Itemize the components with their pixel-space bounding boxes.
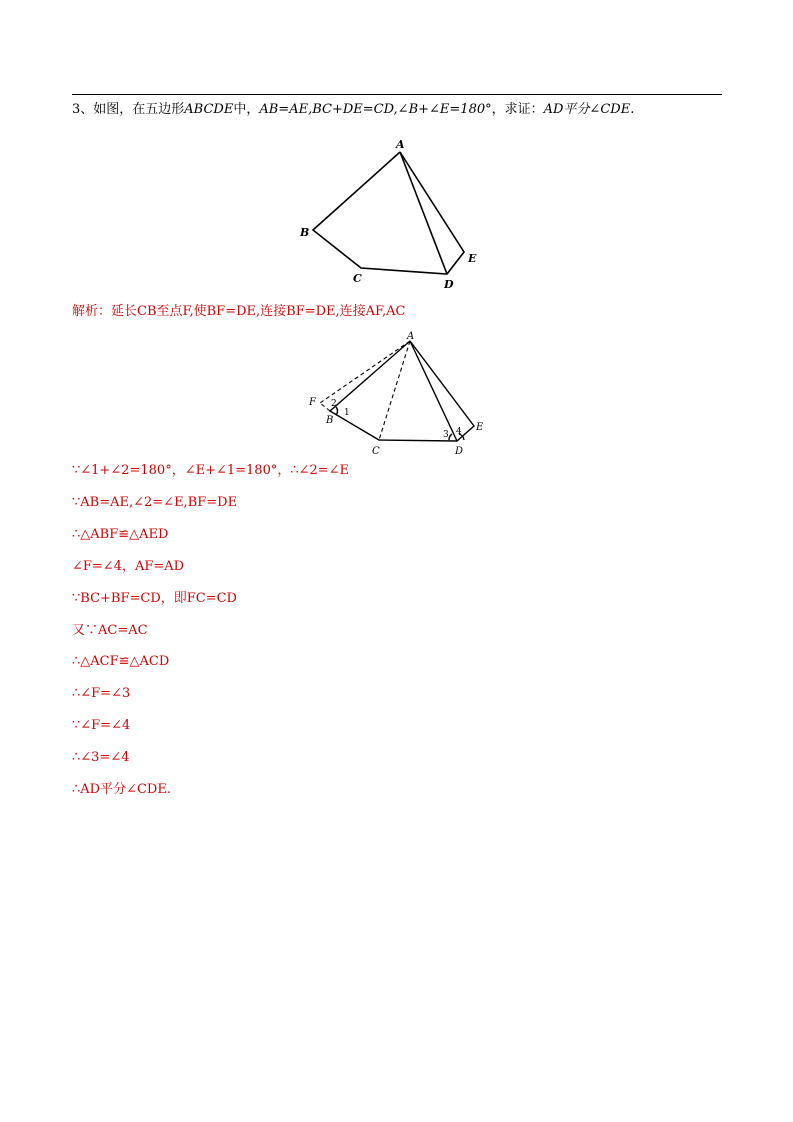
pentagon-outline-2 [330,341,474,441]
pentagon-name: ABCDE [184,102,234,117]
problem-given: AB=AE,BC+DE=CD,∠B+∠E=180° [259,102,492,117]
angle-label-2: 2 [331,399,337,409]
label-e: E [468,252,477,265]
proof-line: ∵∠1+∠2=180°，∠E+∠1=180°，∴∠2=∠E [72,463,350,478]
label-a-2: A [407,331,415,342]
label-c: C [353,272,362,285]
label-a: A [396,138,405,151]
problem-statement [72,101,634,119]
proof-line: 又∵AC=AC [72,623,148,638]
proof-line: ∴△ACF≌△ACD [72,654,170,669]
problem-text-3: ，求证： [491,102,544,117]
angle-label-3: 3 [443,430,449,440]
proof-line: ∵BC+BF=CD，即FC=CD [72,591,237,606]
header-rule [72,94,722,95]
proof-line: ∴∠F=∠3 [72,686,131,701]
pentagon-figure [290,130,490,300]
proof-conclusion: ∴AD平分∠CDE. [72,782,171,797]
proof-line: ∴∠3=∠4 [72,750,130,765]
problem-number: 3、 [72,102,94,117]
label-b-2: B [326,415,334,426]
label-c-2: C [372,446,380,457]
problem-goal: AD平分∠CDE. [543,102,635,117]
construction-figure [300,330,500,460]
angle-label-4: 4 [456,427,462,437]
problem-text-1: 如图，在五边形 [93,102,185,117]
angle-label-1: 1 [344,408,350,418]
label-d-2: D [455,446,464,457]
extension-bf [320,403,330,411]
segment-ac [379,341,410,440]
proof-line: ∵∠F=∠4 [72,718,131,733]
problem-text-2: 中， [233,102,260,117]
label-b: B [300,226,310,239]
proof-line: ∴△ABF≌△AED [72,527,169,542]
label-e-2: E [476,422,484,433]
label-f: F [309,397,316,408]
solution-intro: 解析：延长CB至点F,使BF=DE,连接BF=DE,连接AF,AC [72,304,406,319]
proof-line: ∠F=∠4，AF=AD [72,559,185,574]
segment-af [320,341,410,403]
angle-mark-3 [449,434,452,440]
label-d: D [444,278,454,291]
diagonal-ad-2 [410,341,457,441]
pentagon-outline [313,152,464,274]
proof-line: ∵AB=AE,∠2=∠E,BF=DE [72,495,238,510]
